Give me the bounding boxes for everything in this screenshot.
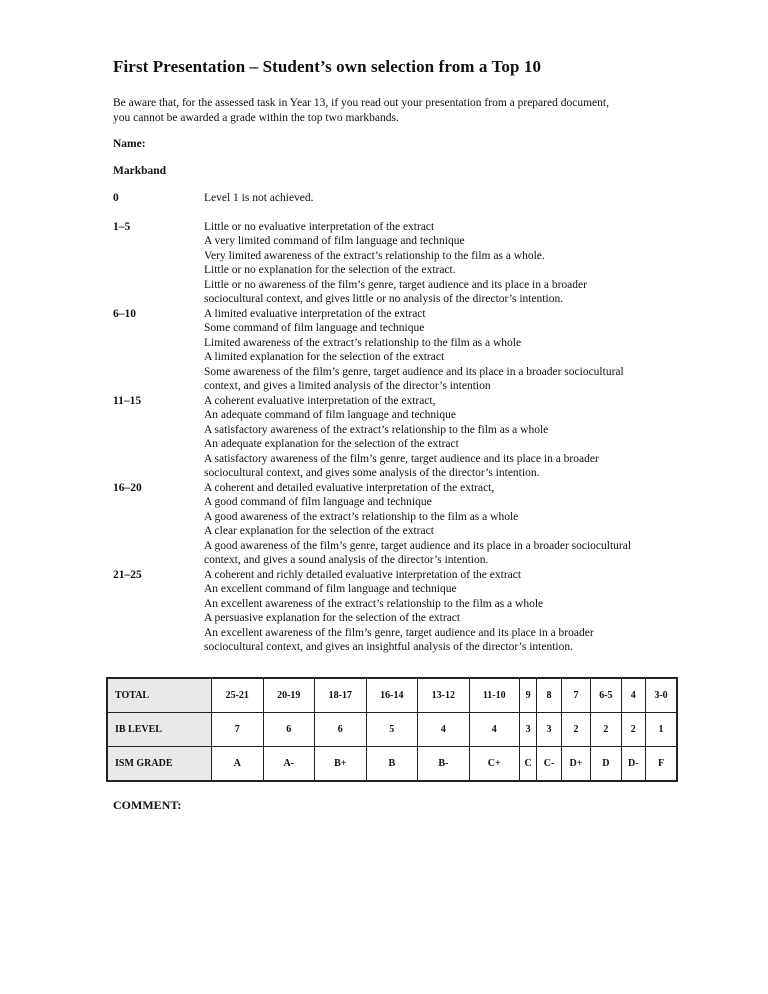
descriptor-line: Little or no awareness of the film’s genre, target audience and its place in a broader (204, 278, 587, 291)
document-page (113, 56, 679, 655)
descriptor-line: A good awareness of the film’s genre, target audience and its place in a broader sociocultural (204, 539, 632, 552)
markband-range: 16–20 (113, 481, 142, 494)
markband-row (113, 481, 679, 568)
grade-cell: 2 (621, 713, 645, 747)
markband-range: 11–15 (113, 394, 142, 407)
descriptor-line: sociocultural context, and gives little or no analysis of the director’s intention. (204, 293, 564, 305)
descriptor-line: Limited awareness of the extract’s relationship to the film as a whole (204, 336, 522, 349)
grade-cell: 6 (263, 713, 315, 747)
markband-descriptors (204, 307, 679, 394)
comment-label: COMMENT: (113, 798, 182, 812)
grade-cell: 3 (519, 713, 536, 747)
descriptor-line: A persuasive explanation for the selection of the extract (204, 612, 461, 624)
grade-table (106, 677, 678, 782)
descriptor-line: sociocultural context, and gives an insightful analysis of the director’s intention. (204, 641, 573, 653)
descriptor-line: Little or no explanation for the selection of the extract. (204, 264, 456, 276)
grade-cell: 11-10 (469, 678, 519, 713)
grade-cell: D- (621, 747, 645, 782)
descriptor-line: An excellent command of film language and technique (204, 583, 457, 595)
descriptor-line: A clear explanation for the selection of the extract (204, 525, 434, 537)
grade-cell: D+ (561, 747, 590, 782)
descriptor-line: An excellent awareness of the extract’s relationship to the film as a whole (204, 597, 544, 610)
grade-cell: 16-14 (366, 678, 418, 713)
grade-cell: 5 (366, 713, 418, 747)
markband-range: 6–10 (113, 307, 136, 320)
grade-cell: 3-0 (646, 678, 677, 713)
descriptor-line: A good awareness of the extract’s relationship to the film as a whole (204, 510, 519, 523)
intro-line: Be aware that, for the assessed task in Year 13, if you read out your presentation from a prepared document, (113, 97, 609, 109)
grade-table-row (107, 713, 677, 747)
descriptor-line: context, and gives a limited analysis of the director’s intention (204, 380, 491, 392)
descriptor-line: sociocultural context, and gives some analysis of the director’s intention. (204, 467, 540, 479)
grade-cell: C- (537, 747, 561, 782)
grade-row-label: IB LEVEL (107, 713, 212, 747)
grade-cell: 9 (519, 678, 536, 713)
grade-cell: C+ (469, 747, 519, 782)
markband-range: 21–25 (113, 568, 142, 581)
descriptor-line: A satisfactory awareness of the extract’s relationship to the film as a whole (204, 423, 549, 436)
grade-cell: 2 (591, 713, 621, 747)
grade-cell: 20-19 (263, 678, 315, 713)
grade-cell: 4 (621, 678, 645, 713)
markband-list (113, 191, 679, 655)
descriptor-line: Level 1 is not achieved. (204, 192, 314, 204)
grade-cell: A (212, 747, 264, 782)
grade-cell: B (366, 747, 418, 782)
markband-row (113, 191, 679, 206)
markband-range: 0 (113, 192, 119, 204)
markband-label: Markband (113, 165, 167, 177)
markband-descriptors (204, 568, 679, 655)
descriptor-line: A coherent and detailed evaluative interpretation of the extract, (204, 481, 495, 494)
descriptor-line: A satisfactory awareness of the film’s genre, target audience and its place in a broader (204, 452, 599, 465)
descriptor-line: A limited explanation for the selection of the extract (204, 351, 445, 363)
grade-cell: A- (263, 747, 315, 782)
grade-cell: 6-5 (591, 678, 621, 713)
descriptor-line: context, and gives a sound analysis of the director’s intention. (204, 554, 489, 566)
markband-row (113, 568, 679, 655)
descriptor-line: Very limited awareness of the extract’s relationship to the film as a whole. (204, 249, 545, 262)
grade-cell: 13-12 (418, 678, 470, 713)
descriptor-line: A limited evaluative interpretation of the extract (204, 307, 426, 320)
grade-cell: 4 (469, 713, 519, 747)
markband-row (113, 394, 679, 481)
grade-cell: 2 (561, 713, 590, 747)
descriptor-line: An adequate command of film language and technique (204, 409, 456, 421)
markband-row (113, 220, 679, 307)
markband-range: 1–5 (113, 220, 131, 233)
grade-cell: 7 (561, 678, 590, 713)
grade-cell: 1 (646, 713, 677, 747)
grade-table-row (107, 747, 677, 782)
descriptor-line: A very limited command of film language and technique (204, 235, 465, 247)
grade-cell: C (519, 747, 536, 782)
grade-row-label: ISM GRADE (107, 747, 212, 782)
intro-note (113, 96, 679, 125)
descriptor-line: An excellent awareness of the film’s genre, target audience and its place in a broader (204, 626, 594, 639)
descriptor-line: A good command of film language and technique (204, 496, 432, 508)
descriptor-line: Some command of film language and technique (204, 322, 425, 334)
descriptor-line: A coherent and richly detailed evaluative interpretation of the extract (204, 568, 522, 581)
grade-cell: 4 (418, 713, 470, 747)
descriptor-line: An adequate explanation for the selection of the extract (204, 438, 459, 450)
intro-line: you cannot be awarded a grade within the top two markbands. (113, 111, 399, 124)
markband-descriptors (204, 191, 679, 206)
grade-cell: 8 (537, 678, 561, 713)
markband-row (113, 307, 679, 394)
page-title: First Presentation – Student’s own selection from a Top 10 (113, 57, 542, 76)
grade-cell: 18-17 (315, 678, 367, 713)
descriptor-line: Some awareness of the film’s genre, target audience and its place in a broader sociocultural (204, 365, 624, 378)
markband-descriptors (204, 220, 679, 307)
grade-cell: F (646, 747, 677, 782)
grade-cell: D (591, 747, 621, 782)
grade-cell: B+ (315, 747, 367, 782)
grade-cell: B- (418, 747, 470, 782)
grade-table-row (107, 678, 677, 713)
markband-descriptors (204, 481, 679, 568)
descriptor-line: A coherent evaluative interpretation of the extract, (204, 394, 436, 407)
grade-cell: 25-21 (212, 678, 264, 713)
grade-cell: 3 (537, 713, 561, 747)
markband-descriptors (204, 394, 679, 481)
grade-cell: 6 (315, 713, 367, 747)
grade-cell: 7 (212, 713, 264, 747)
name-label: Name: (113, 138, 146, 150)
descriptor-line: Little or no evaluative interpretation of the extract (204, 220, 435, 233)
grade-row-label: TOTAL (107, 678, 212, 713)
